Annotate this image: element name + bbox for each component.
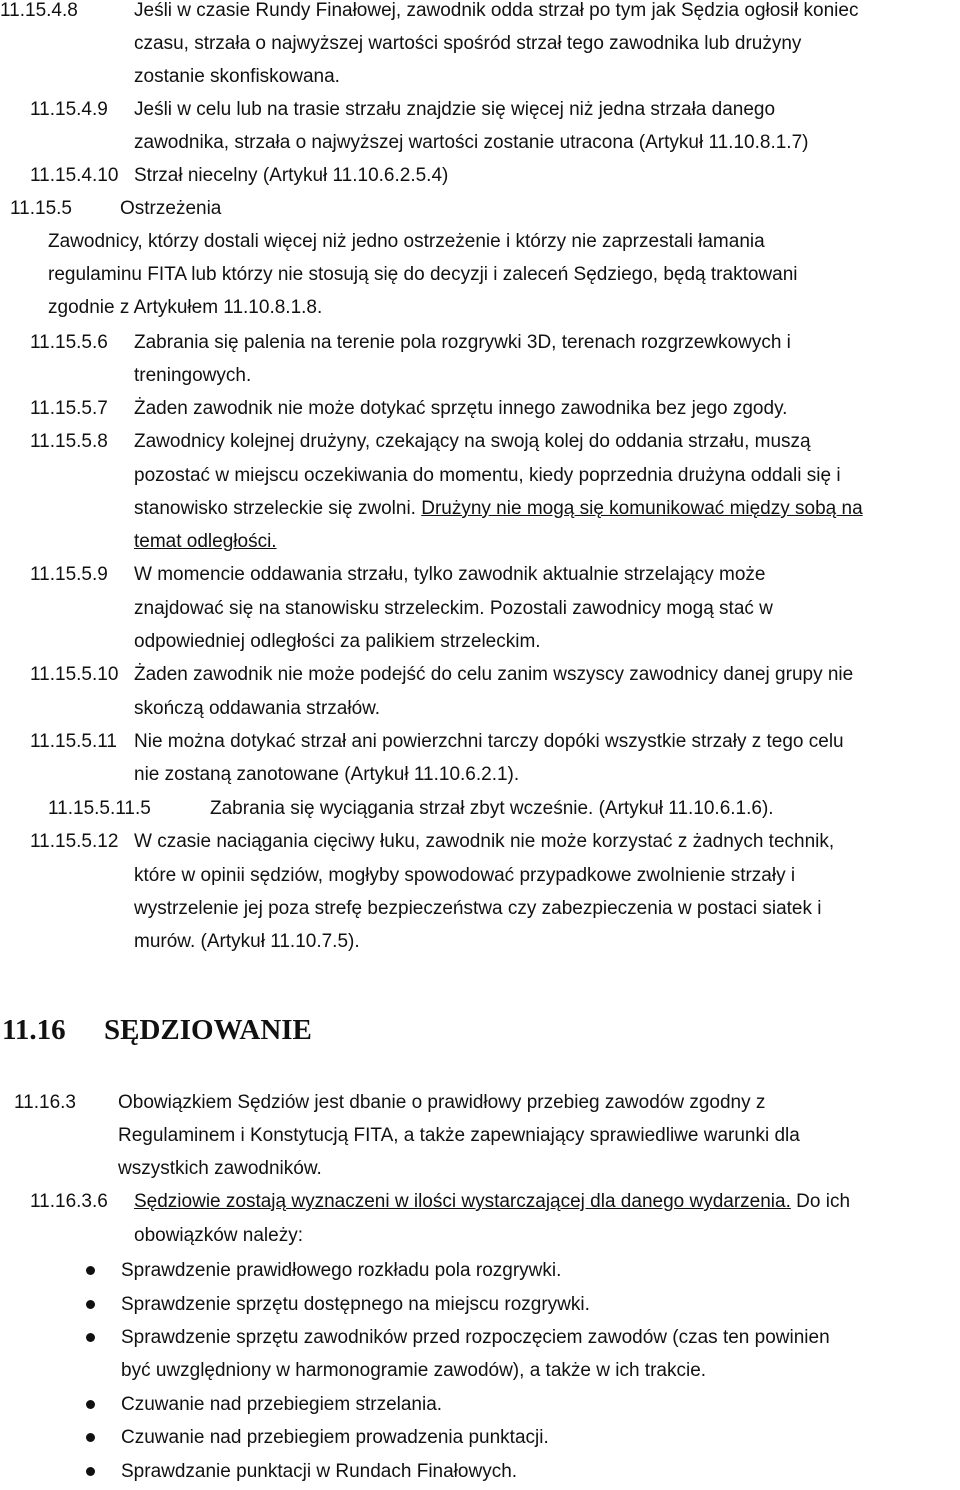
rule-number: 11.16.3: [14, 1092, 76, 1113]
rule-number: 11.15.5.6: [30, 332, 108, 353]
rule-text: Zabrania się palenia na terenie pola rozgrywki 3D, terenach rozgrzewkowych i: [134, 332, 791, 353]
rule-number: 11.15.5.11: [30, 731, 117, 752]
bullet-icon: [86, 1433, 95, 1442]
rule-text: zostanie skonfiskowana.: [134, 66, 340, 87]
rule-text: Zawodnicy kolejnej drużyny, czekający na swoją kolej do oddania strzału, muszą: [134, 431, 811, 452]
rule-text: zgodnie z Artykułem 11.10.8.1.8.: [48, 297, 323, 318]
rule-text: Obowiązkiem Sędziów jest dbanie o prawidłowy przebieg zawodów zgodny z: [118, 1092, 766, 1113]
rule-title: Ostrzeżenia: [120, 198, 222, 219]
rule-text: Strzał niecelny (Artykuł 11.10.6.2.5.4): [134, 165, 449, 186]
rule-text: murów. (Artykuł 11.10.7.5).: [134, 931, 360, 952]
rule-text: zawodnika, strzała o najwyższej wartości zostanie utracona (Artykuł 11.10.8.1.7): [134, 132, 809, 153]
rule-text: Zabrania się wyciągania strzał zbyt wcześnie. (Artykuł 11.10.6.1.6).: [210, 798, 774, 819]
rule-text: skończą oddawania strzałów.: [134, 698, 381, 719]
rule-text: Regulaminem i Konstytucją FITA, a także zapewniający sprawiedliwe warunki dla: [118, 1125, 800, 1146]
bullet-icon: [86, 1400, 95, 1409]
list-item: Sprawdzenie sprzętu dostępnego na miejscu rozgrywki.: [121, 1294, 590, 1315]
rule-text: W czasie naciągania cięciwy łuku, zawodnik nie może korzystać z żadnych technik,: [134, 831, 835, 852]
rule-text: nie zostaną zanotowane (Artykuł 11.10.6.2.1).: [134, 764, 520, 785]
bullet-icon: [86, 1266, 95, 1275]
rule-text-underlined: Sędziowie zostają wyznaczeni w ilości wystarczającej dla danego wydarzenia.: [134, 1191, 791, 1212]
rule-text: W momencie oddawania strzału, tylko zawodnik aktualnie strzelający może: [134, 564, 766, 585]
rule-text: Nie można dotykać strzał ani powierzchni tarczy dopóki wszystkie strzały z tego celu: [134, 731, 844, 752]
rule-text: Żaden zawodnik nie może dotykać sprzętu innego zawodnika bez jego zgody.: [134, 398, 788, 419]
list-item: Sprawdzenie prawidłowego rozkładu pola rozgrywki.: [121, 1260, 562, 1281]
rule-text: czasu, strzała o najwyższej wartości spośród strzał tego zawodnika lub drużyny: [134, 33, 802, 54]
rule-number: 11.15.5.7: [30, 398, 108, 419]
rule-text: pozostać w miejscu oczekiwania do momentu, kiedy poprzednia drużyna oddali się i: [134, 465, 841, 486]
rule-text: odpowiedniej odległości za palikiem strzeleckim.: [134, 631, 541, 652]
rule-text: wystrzelenie jej poza strefę bezpieczeństwa czy zabezpieczenia w postaci siatek i: [134, 898, 822, 919]
rule-text: obowiązków należy:: [134, 1225, 303, 1246]
list-item: Sprawdzanie punktacji w Rundach Finałowych.: [121, 1461, 518, 1482]
rule-number: 11.15.5: [10, 198, 72, 219]
rule-text-underlined: temat odległości.: [134, 531, 277, 552]
rule-number: 11.15.5.11.5: [48, 798, 151, 819]
section-number: 11.16: [2, 1014, 66, 1046]
list-item: Sprawdzenie sprzętu zawodników przed rozpoczęciem zawodów (czas ten powinien: [121, 1327, 830, 1348]
section-title: SĘDZIOWANIE: [104, 1014, 312, 1046]
bullet-icon: [86, 1467, 95, 1476]
rule-number: 11.15.4.9: [30, 99, 108, 120]
rule-number: 11.16.3.6: [30, 1191, 108, 1212]
bullet-icon: [86, 1333, 95, 1342]
rule-text: Jeśli w celu lub na trasie strzału znajdzie się więcej niż jedna strzała danego: [134, 99, 776, 120]
list-item: Czuwanie nad przebiegiem prowadzenia punktacji.: [121, 1427, 549, 1448]
rule-number: 11.15.4.8: [0, 0, 78, 21]
rule-number: 11.15.5.8: [30, 431, 108, 452]
list-item-continuation: być uwzględniony w harmonogramie zawodów), a także w ich trakcie.: [121, 1360, 707, 1381]
rule-text: Zawodnicy, którzy dostali więcej niż jedno ostrzeżenie i którzy nie zaprzestali łamania: [48, 231, 765, 252]
rule-number: 11.15.5.10: [30, 664, 119, 685]
rule-number: 11.15.5.9: [30, 564, 108, 585]
rule-text: które w opinii sędziów, mogłyby spowodować przypadkowe zwolnienie strzały i: [134, 865, 796, 886]
bullet-icon: [86, 1300, 95, 1309]
rule-text: wszystkich zawodników.: [118, 1158, 322, 1179]
rule-text: znajdować się na stanowisku strzeleckim. Pozostali zawodnicy mogą stać w: [134, 598, 773, 619]
rule-text: [134, 1190, 850, 1214]
rule-number: 11.15.4.10: [30, 165, 119, 186]
rule-text-plain: stanowisko strzeleckie się zwolni.: [134, 498, 422, 519]
list-item: Czuwanie nad przebiegiem strzelania.: [121, 1394, 443, 1415]
rule-text-underlined: Drużyny nie mogą się komunikować między sobą na: [421, 498, 863, 519]
rule-text-plain: Do ich: [790, 1191, 851, 1212]
rule-number: 11.15.5.12: [30, 831, 119, 852]
rule-text: treningowych.: [134, 365, 252, 386]
rule-text: regulaminu FITA lub którzy nie stosują się do decyzji i zaleceń Sędziego, będą traktowani: [48, 264, 798, 285]
rule-text: Jeśli w czasie Rundy Finałowej, zawodnik odda strzał po tym jak Sędzia ogłosił koniec: [134, 0, 859, 21]
rule-text: [134, 497, 863, 521]
rule-text: Żaden zawodnik nie może podejść do celu zanim wszyscy zawodnicy danej grupy nie: [134, 664, 854, 685]
